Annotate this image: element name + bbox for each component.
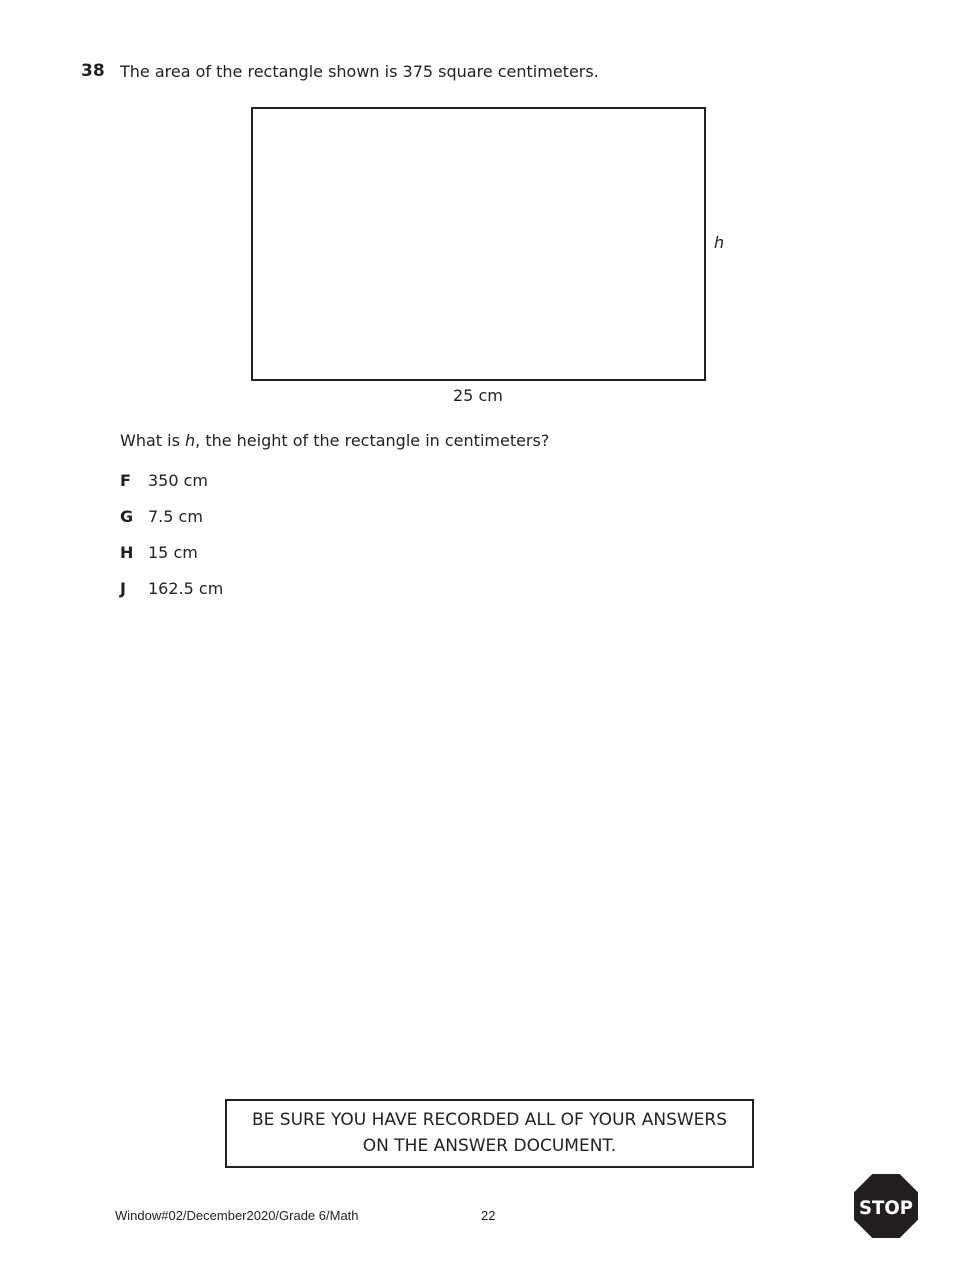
choice-text: 350 cm xyxy=(148,471,209,490)
choice-f[interactable] xyxy=(120,471,208,490)
choice-letter: H xyxy=(120,543,134,562)
choice-h[interactable] xyxy=(120,543,198,562)
choice-text: 15 cm xyxy=(148,543,198,562)
page-number: 22 xyxy=(481,1208,496,1223)
notice-line-2: ON THE ANSWER DOCUMENT. xyxy=(362,1136,617,1156)
prompt-suffix: , the height of the rectangle in centimeters? xyxy=(195,431,550,450)
choice-letter: F xyxy=(120,471,131,490)
stop-sign-icon xyxy=(853,1173,919,1239)
stop-sign-text: STOP xyxy=(859,1197,914,1219)
prompt-prefix: What is xyxy=(120,431,185,450)
notice-line-1: BE SURE YOU HAVE RECORDED ALL OF YOUR ANSWERS xyxy=(251,1110,728,1130)
rectangle-figure xyxy=(251,107,706,381)
prompt-variable: h xyxy=(185,431,196,450)
question-number: 38 xyxy=(81,61,105,81)
choice-text: 162.5 cm xyxy=(148,579,224,598)
width-label: 25 cm xyxy=(453,386,503,405)
question-prompt xyxy=(120,431,549,450)
question-stem: The area of the rectangle shown is 375 square centimeters. xyxy=(120,62,599,81)
choice-letter: G xyxy=(120,507,134,526)
choice-letter: J xyxy=(120,579,126,598)
choice-text: 7.5 cm xyxy=(148,507,203,526)
footer-source: Window#02/December2020/Grade 6/Math xyxy=(115,1208,359,1223)
choice-j[interactable] xyxy=(120,579,223,598)
choice-g[interactable] xyxy=(120,507,203,526)
answer-notice-box xyxy=(225,1099,754,1168)
height-label: h xyxy=(714,233,725,252)
